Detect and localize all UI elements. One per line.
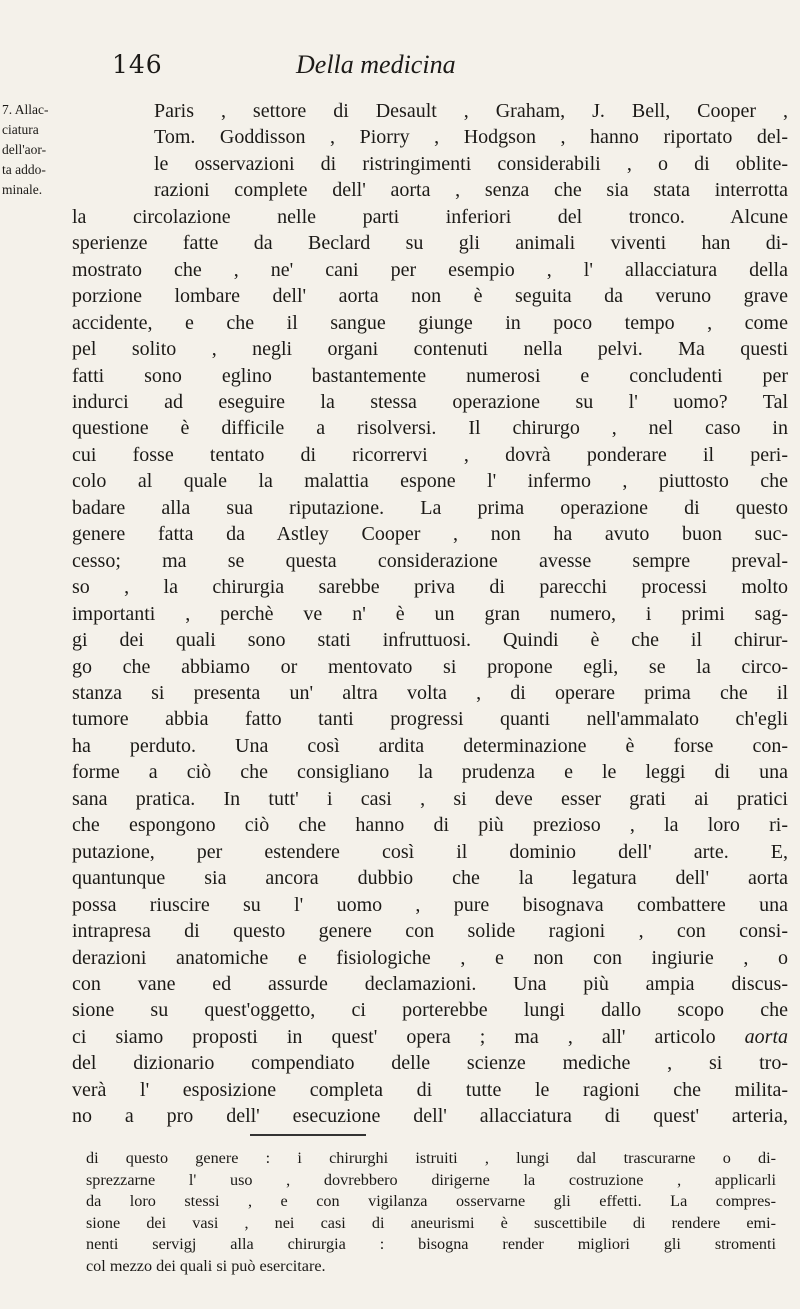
marginal-note-line: 7. Allac- <box>2 102 49 117</box>
marginal-note <box>2 100 72 200</box>
marginal-note-line: dell'aor- <box>2 142 47 157</box>
text-line: mostrato che , ne' cani per esempio , l' allacciatura della <box>72 258 788 281</box>
text-line: verà l' esposizione completa di tutte le ragioni che milita- <box>72 1078 788 1101</box>
text-line: sperienze fatte da Beclard su gli animali viventi han di- <box>72 232 788 255</box>
text-span: ci siamo proposti in quest' opera ; ma , all' articolo <box>72 1025 716 1048</box>
main-text <box>72 98 788 1130</box>
text-line: badare alla sua riputazione. La prima operazione di questo <box>72 496 788 519</box>
text-line: pel solito , negli organi contenuti nella pelvi. Ma questi <box>72 338 788 361</box>
running-title: Della medicina <box>296 50 456 79</box>
text-line: sione su quest'oggetto, ci porterebbe lungi dallo scopo che <box>72 999 788 1022</box>
text-line: colo al quale la malattia espone l' infermo , piuttosto che <box>72 470 788 493</box>
text-line: derazioni anatomiche e fisiologiche , e non con ingiurie , o <box>72 946 788 969</box>
text-line: che espongono ciò che hanno di più prezioso , la loro ri- <box>72 814 788 837</box>
text-line: genere fatta da Astley Cooper , non ha avuto buon suc- <box>72 523 788 546</box>
text-line: fatti sono eglino bastantemente numerosi e concludenti per <box>72 364 788 387</box>
text-line: importanti , perchè ve n' è un gran numero, i primi sag- <box>72 602 788 625</box>
text-line: Paris , settore di Desault , Graham, J. Bell, Cooper , <box>154 100 788 122</box>
text-line: ha perduto. Una così ardita determinazione è forse con- <box>72 734 788 757</box>
text-line: cui fosse tentato di ricorrervi , dovrà ponderare il peri- <box>72 443 788 466</box>
text-line: quantunque sia ancora dubbio che la legatura dell' aorta <box>72 867 788 890</box>
text-line: questione è difficile a risolversi. Il chirurgo , nel caso in <box>72 417 788 440</box>
marginal-note-line: ta addo- <box>2 162 46 177</box>
footnote-line: di questo genere : i chirurghi istruiti , lungi dal trascurarne o di- <box>86 1149 776 1167</box>
text-line: porzione lombare dell' aorta non è seguita da veruno grave <box>72 285 788 308</box>
footnote-line: col mezzo dei quali si può esercitare. <box>86 1256 326 1275</box>
text-line: cesso; ma se questa considerazione avesse sempre preval- <box>72 549 788 572</box>
footnote-line: da loro stessi , e con vigilanza osservarne gli effetti. La compres- <box>86 1192 776 1210</box>
footnote <box>86 1148 776 1277</box>
text-line: Tom. Goddisson , Piorry , Hodgson , hanno riportato del- <box>154 126 788 149</box>
page-number: 146 <box>112 50 163 79</box>
page-header <box>112 50 712 80</box>
text-line: putazione, per estendere così il dominio dell' arte. E, <box>72 840 788 863</box>
footnote-line: sione dei vasi , nei casi di aneurismi è suscettibile di rendere emi- <box>86 1213 776 1232</box>
text-line: tumore abbia fatto tanti progressi quanti nell'ammalato ch'egli <box>72 708 788 731</box>
marginal-note-line: ciatura <box>2 122 39 137</box>
marginal-note-line: minale. <box>2 182 43 197</box>
footnote-rule <box>250 1134 366 1136</box>
text-line: forme a ciò che consigliano la prudenza e le leggi di una <box>72 761 788 784</box>
text-line: sana pratica. In tutt' i casi , si deve esser grati ai pratici <box>72 787 788 810</box>
text-line: le osservazioni di ristringimenti considerabili , o di oblite- <box>154 152 788 175</box>
text-line: intrapresa di questo genere con solide ragioni , con consi- <box>72 920 788 943</box>
text-line: possa riuscire su l' uomo , pure bisognava combattere una <box>72 893 788 916</box>
text-line: con vane ed assurde declamazioni. Una più ampia discus- <box>72 972 788 995</box>
text-line: del dizionario compendiato delle scienze mediche , si tro- <box>72 1052 788 1075</box>
text-line: no a pro dell' esecuzione dell' allacciatura di quest' arteria, <box>72 1105 788 1128</box>
footnote-line: nenti servigj alla chirurgia : bisogna render migliori gli stromenti <box>86 1235 776 1253</box>
text-line: accidente, e che il sangue giunge in poco tempo , come <box>72 311 788 334</box>
text-line: go che abbiamo or mentovato si propone egli, se la circo- <box>72 655 788 678</box>
footnote-line: sprezzarne l' uso , dovrebbero dirigerne la costruzione , applicarli <box>86 1170 776 1189</box>
text-line: stanza si presenta un' altra volta , di operare prima che il <box>72 681 788 704</box>
italic-term: aorta <box>744 1025 788 1048</box>
text-line-with-italic <box>72 1024 788 1050</box>
text-line: so , la chirurgia sarebbe priva di parecchi processi molto <box>72 576 788 599</box>
text-line: gi dei quali sono stati infruttuosi. Quindi è che il chirur- <box>72 629 788 652</box>
text-line: razioni complete dell' aorta , senza che sia stata interrotta <box>154 179 788 202</box>
text-line: indurci ad eseguire la stessa operazione su l' uomo? Tal <box>72 390 788 413</box>
text-line: la circolazione nelle parti inferiori del tronco. Alcune <box>72 205 788 228</box>
